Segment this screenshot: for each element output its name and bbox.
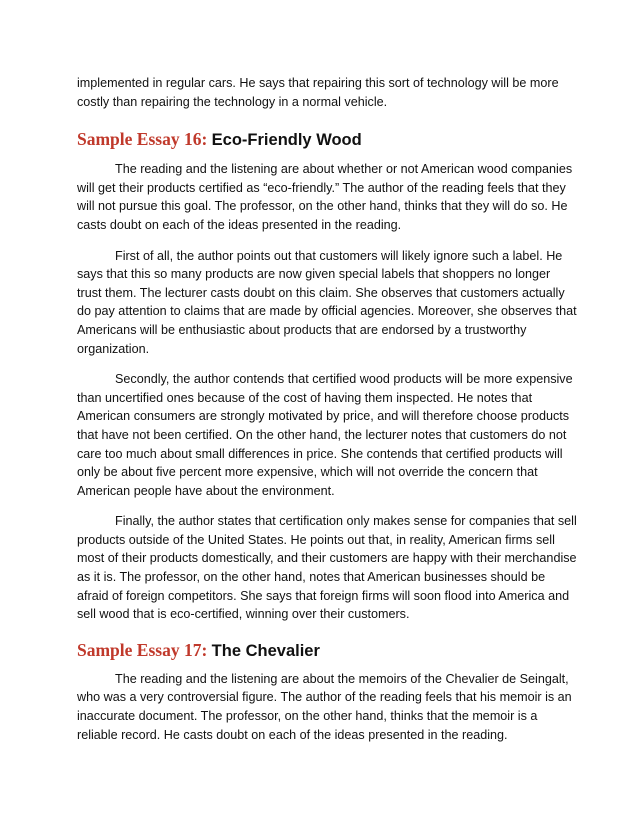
essay-16-paragraph-3: Secondly, the author contends that certified wood products will be more expensive than uncertified ones because of the cost of having them inspected. He notes that American consumers are strongly motivated by price, and will therefore choose products that have not been certified. On the other hand, the lecturer notes that customers do not care too much about small differences in price. She contends that certified products will only be about five percent more expensive, which will not override the concern that American people have about the environment. <box>77 372 573 498</box>
essay-17-paragraph-1: The reading and the listening are about the memoirs of the Chevalier de Seingalt, who was a very controversial figure. The author of the reading feels that his memoir is an inaccurate document. The professor, on the other hand, thinks that the memoir is a reliable record. He casts doubt on each of the ideas presented in the reading. <box>77 671 572 742</box>
page-content <box>77 74 577 744</box>
essay-17-title: The Chevalier <box>211 641 320 660</box>
essay-16-paragraph-4: Finally, the author states that certification only makes sense for companies that sell products outside of the United States. He points out that, in reality, American firms sell most of their products domestically, and their customers are happy with their merchandise as it is. The professor, on the other hand, notes that American businesses should be afraid of foreign competitors. She says that foreign firms will soon flood into America and sell wood that is eco-certified, winning over their customers. <box>77 514 577 622</box>
essay-17-heading <box>77 638 577 662</box>
essay-17-prefix: Sample Essay 17 <box>77 639 202 660</box>
essay-16-prefix: Sample Essay 16 <box>77 129 202 150</box>
essay-16-title: Eco-Friendly Wood <box>211 131 362 150</box>
essay-16-paragraph-1: The reading and the listening are about whether or not American wood companies will get their products certified as “eco-friendly.” The author of the reading feels that they will not pursue this goal. The professor, on the other hand, thinks that they will do so. He casts doubt on each of the ideas presented in the reading. <box>77 162 573 232</box>
essay-16-heading <box>77 127 577 151</box>
essay-17-separator: : <box>201 639 212 660</box>
essay-16-separator: : <box>201 129 212 150</box>
intro-paragraph: implemented in regular cars. He says that repairing this sort of technology will be more costly than repairing the technology in a normal vehicle. <box>77 76 559 109</box>
essay-16-paragraph-2: First of all, the author points out that customers will likely ignore such a label. He says that this so many products are now given special labels that shoppers no longer trust them. The lecturer casts doubt on this claim. She observes that customers actually do pay attention to claims that are made by official agencies. Moreover, she observes that Americans will be enthusiastic about products that are endorsed by a trustworthy organization. <box>77 248 577 356</box>
